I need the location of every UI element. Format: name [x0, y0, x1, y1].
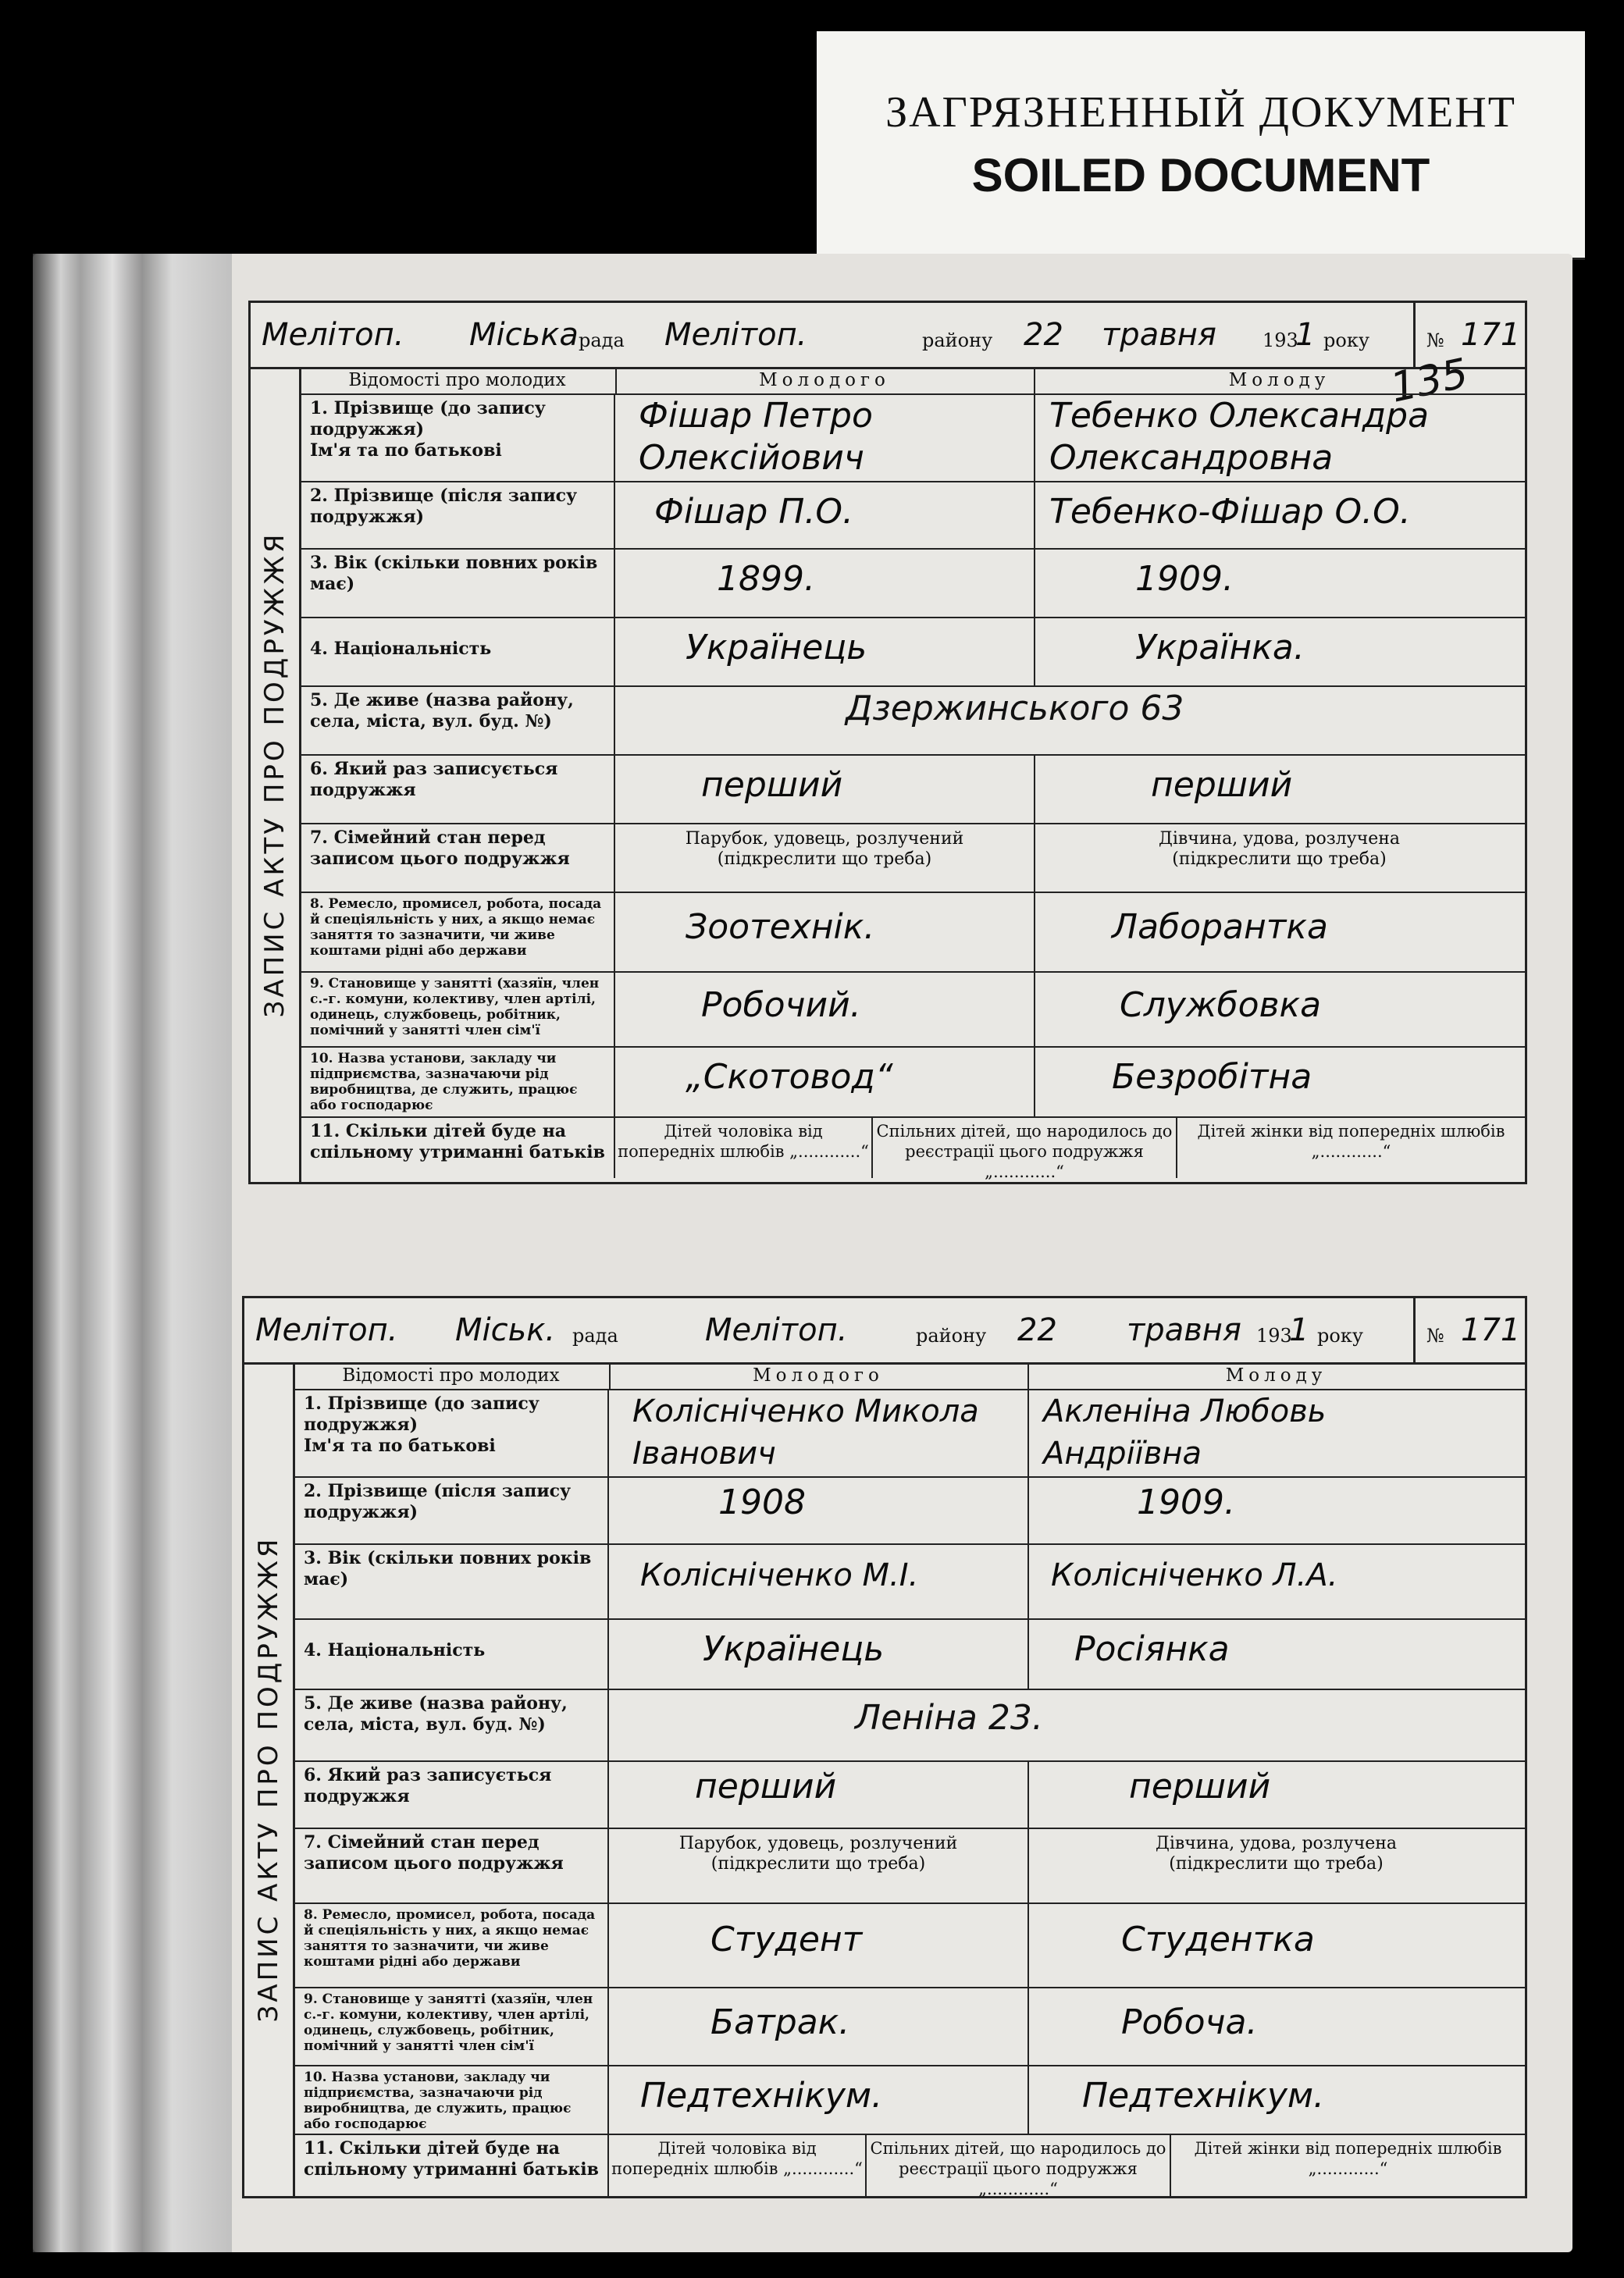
rada-label: рада — [579, 329, 625, 351]
district-field: Мелітоп. — [705, 1312, 848, 1348]
question-8: 8. Ремесло, промисел, робота, посада й спеціяльність у них, а якщо немає заняття то зазначити, чи живе коштами рідні або держави — [299, 892, 615, 971]
groom-institution: Педтехнікум. — [609, 2065, 1029, 2134]
col-info-header: Відомості про молодих — [299, 367, 617, 395]
children-common: Спільних дітей, що народилось до реєстрації цього подружжя „............“ — [873, 1116, 1177, 1178]
col-bride-header: Молоду — [1034, 367, 1525, 395]
row-address: 5. Де живе (назва району, села, міста, вул. буд. №) Дзержинського 63 — [299, 685, 1525, 756]
soiled-document-label — [817, 31, 1585, 260]
question-10: 10. Назва установи, закладу чи підприємства, зазначаючи рід виробництва, де служить, працює або господарює — [293, 2065, 609, 2134]
bride-institution: Педтехнікум. — [1082, 2076, 1325, 2116]
groom-times: перший — [615, 754, 1035, 823]
groom-name-before: Колісніченко Микола Іванович — [609, 1389, 1029, 1476]
city-field: Мелітоп. — [255, 1312, 398, 1348]
col-bride-header: Молоду — [1027, 1362, 1525, 1390]
groom-position: Робочий. — [615, 971, 1035, 1046]
bride-times: перший — [1129, 1767, 1271, 1806]
month-field: травня — [1102, 317, 1216, 353]
groom-occupation: Студент — [609, 1902, 1029, 1987]
bride-nationality: Українка. — [1135, 628, 1305, 667]
row-institution — [293, 2065, 1525, 2135]
torn-binding-edge — [33, 254, 232, 2252]
year-digit: 1 — [1295, 317, 1316, 353]
question-9: 9. Становище у занятті (хазяїн, член с.-г. комуни, колективу, член артілі, одинець, службовець, робітник, помічний у занятті член сім'ї — [293, 1987, 609, 2065]
question-1: 1. Прізвище (до запису подружжя) Ім'я та по батькові — [299, 393, 615, 481]
year-prefix: 193 — [1263, 329, 1298, 351]
row-name-before — [293, 1389, 1525, 1478]
question-3: 3. Вік (скільки повних років має) — [293, 1543, 609, 1618]
row-occupation — [293, 1902, 1525, 1988]
groom-name-after: Фішар П.О. — [615, 481, 1035, 548]
row-status — [293, 1828, 1525, 1904]
row-position — [299, 971, 1525, 1048]
record-number: 171 — [1461, 1312, 1521, 1348]
record-header — [251, 303, 1525, 369]
bride-name-after: 1909. — [1137, 1482, 1235, 1522]
council-field: Міська — [469, 317, 579, 353]
marriage-record-2 — [242, 1296, 1527, 2198]
bride-name-before: Акленіна Любовь Андріївна — [1043, 1393, 1327, 1472]
groom-position: Батрак. — [609, 1987, 1029, 2065]
question-2: 2. Прізвище (після запису подружжя) — [293, 1476, 609, 1543]
groom-age: Колісніченко М.І. — [609, 1543, 1029, 1618]
row-name-after — [293, 1476, 1525, 1545]
question-1: 1. Прізвище (до запису подружжя) Ім'я та по батькові — [293, 1389, 609, 1476]
row-age — [299, 548, 1525, 618]
groom-occupation: Зоотехнік. — [615, 892, 1035, 971]
question-5: 5. Де живе (назва району, села, міста, вул. буд. №) — [299, 685, 615, 754]
bride-nationality: Росіянка — [1074, 1629, 1230, 1669]
record-table — [293, 1362, 1525, 2196]
groom-status-options: Парубок, удовець, розлучений (підкреслити що треба) — [615, 823, 1035, 892]
extra-record-number: 135 — [1386, 350, 1473, 412]
row-institution — [299, 1046, 1525, 1118]
bride-position: Службовка — [1120, 985, 1322, 1025]
row-nationality — [299, 617, 1525, 687]
bride-age: 1909. — [1135, 559, 1234, 599]
children-common: Спільних дітей, що народилось до реєстрації цього подружжя „............“ — [867, 2134, 1171, 2196]
year-label: року — [1317, 1325, 1363, 1347]
bride-status-options: Дівчина, удова, розлучена (підкреслити що треба) — [1158, 829, 1401, 869]
row-name-after — [299, 481, 1525, 550]
number-label: № — [1426, 1325, 1444, 1347]
label-russian: ЗАГРЯЗНЕННЫЙ ДОКУМЕНТ — [885, 88, 1516, 137]
council-field: Міськ. — [455, 1312, 556, 1348]
record-table — [299, 367, 1525, 1182]
groom-nationality: Українець — [615, 617, 1035, 685]
row-times — [299, 754, 1525, 824]
col-groom-header: Молодого — [609, 1362, 1029, 1390]
children-groom: Дітей чоловіка від попередніх шлюбів „............“ — [609, 2134, 867, 2196]
bride-age: Колісніченко Л.А. — [1051, 1557, 1338, 1593]
year-digit: 1 — [1289, 1312, 1309, 1348]
groom-times: перший — [609, 1760, 1029, 1828]
row-children — [293, 2134, 1525, 2196]
question-6: 6. Який раз записується подружжя — [299, 754, 615, 823]
bride-occupation: Лаборантка — [1112, 907, 1328, 947]
number-label: № — [1426, 329, 1444, 351]
children-groom: Дітей чоловіка від попередніх шлюбів „............“ — [615, 1116, 873, 1178]
side-title-column — [251, 367, 301, 1182]
question-11: 11. Скільки дітей буде на спільному утриманні батьків — [299, 1116, 615, 1178]
bride-institution: Безробітна — [1112, 1057, 1312, 1097]
row-nationality — [293, 1618, 1525, 1690]
question-8: 8. Ремесло, промисел, робота, посада й спеціяльність у них, а якщо немає заняття то зазначити, чи живе коштами рідні або держави — [293, 1902, 609, 1987]
row-status — [299, 823, 1525, 893]
question-6: 6. Який раз записується подружжя — [293, 1760, 609, 1828]
question-5: 5. Де живе (назва району, села, міста, вул. буд. №) — [293, 1689, 609, 1760]
bride-times: перший — [1151, 765, 1293, 805]
day-field: 22 — [1017, 1312, 1057, 1348]
bride-position: Робоча. — [1121, 2002, 1258, 2042]
side-title-column — [244, 1362, 295, 2196]
district-field: Мелітоп. — [664, 317, 807, 353]
groom-institution: „Скотовод“ — [615, 1046, 1035, 1116]
side-title: ЗАПИС АКТУ ПРО ПОДРУЖЖЯ — [259, 531, 290, 1018]
question-7: 7. Сімейний стан перед записом цього подружжя — [293, 1828, 609, 1902]
label-english: SOILED DOCUMENT — [971, 149, 1430, 201]
city-field: Мелітоп. — [262, 317, 404, 353]
marriage-record-1 — [248, 301, 1527, 1184]
day-field: 22 — [1024, 317, 1063, 353]
bride-name-before: Тебенко Олександра Олександровна — [1049, 396, 1430, 478]
groom-name-before: Фішар Петро Олексійович — [615, 393, 1035, 481]
year-label: року — [1323, 329, 1369, 351]
question-11: 11. Скільки дітей буде на спільному утриманні батьків — [293, 2134, 609, 2196]
row-name-before — [299, 393, 1525, 482]
question-7: 7. Сімейний стан перед записом цього подружжя — [299, 823, 615, 892]
bride-name-after: Тебенко-Фішар О.О. — [1049, 492, 1411, 532]
month-field: травня — [1127, 1312, 1241, 1348]
bride-status-options: Дівчина, удова, розлучена (підкреслити що треба) — [1155, 1834, 1398, 1874]
bride-occupation: Студентка — [1121, 1920, 1315, 1959]
district-label: району — [922, 329, 993, 351]
row-occupation — [299, 892, 1525, 973]
row-age — [293, 1543, 1525, 1620]
question-2: 2. Прізвище (після запису подружжя) — [299, 481, 615, 548]
district-label: району — [916, 1325, 987, 1347]
groom-name-after: 1908 — [609, 1476, 1029, 1543]
children-bride: Дітей жінки від попередніх шлюбів „............“ — [1194, 2139, 1502, 2178]
row-address: 5. Де живе (назва району, села, міста, вул. буд. №) Леніна 23. — [293, 1689, 1525, 1762]
groom-age: 1899. — [615, 548, 1035, 617]
record-number: 171 — [1461, 317, 1521, 353]
col-info-header: Відомості про молодих — [293, 1362, 611, 1390]
question-4: 4. Національність — [293, 1618, 609, 1689]
record-header — [244, 1298, 1525, 1365]
question-9: 9. Становище у занятті (хазяїн, член с.-г. комуни, колективу, член артілі, одинець, службовець, робітник, помічний у занятті член сім'ї — [299, 971, 615, 1046]
record-number-box — [1413, 1298, 1525, 1362]
year-prefix: 193 — [1256, 1325, 1292, 1347]
question-3: 3. Вік (скільки повних років має) — [299, 548, 615, 617]
row-position — [293, 1987, 1525, 2066]
question-4: 4. Національність — [299, 617, 615, 685]
row-times — [293, 1760, 1525, 1829]
row-children — [299, 1116, 1525, 1181]
question-10: 10. Назва установи, закладу чи підприємства, зазначаючи рід виробництва, де служить, працює або господарює — [299, 1046, 615, 1116]
side-title: ЗАПИС АКТУ ПРО ПОДРУЖЖЯ — [253, 1536, 284, 2023]
groom-status-options: Парубок, удовець, розлучений (підкреслити що треба) — [609, 1828, 1029, 1902]
children-bride: Дітей жінки від попередніх шлюбів „............“ — [1197, 1122, 1505, 1161]
rada-label: рада — [572, 1325, 618, 1347]
col-groom-header: Молодого — [615, 367, 1035, 395]
groom-nationality: Українець — [609, 1618, 1029, 1689]
